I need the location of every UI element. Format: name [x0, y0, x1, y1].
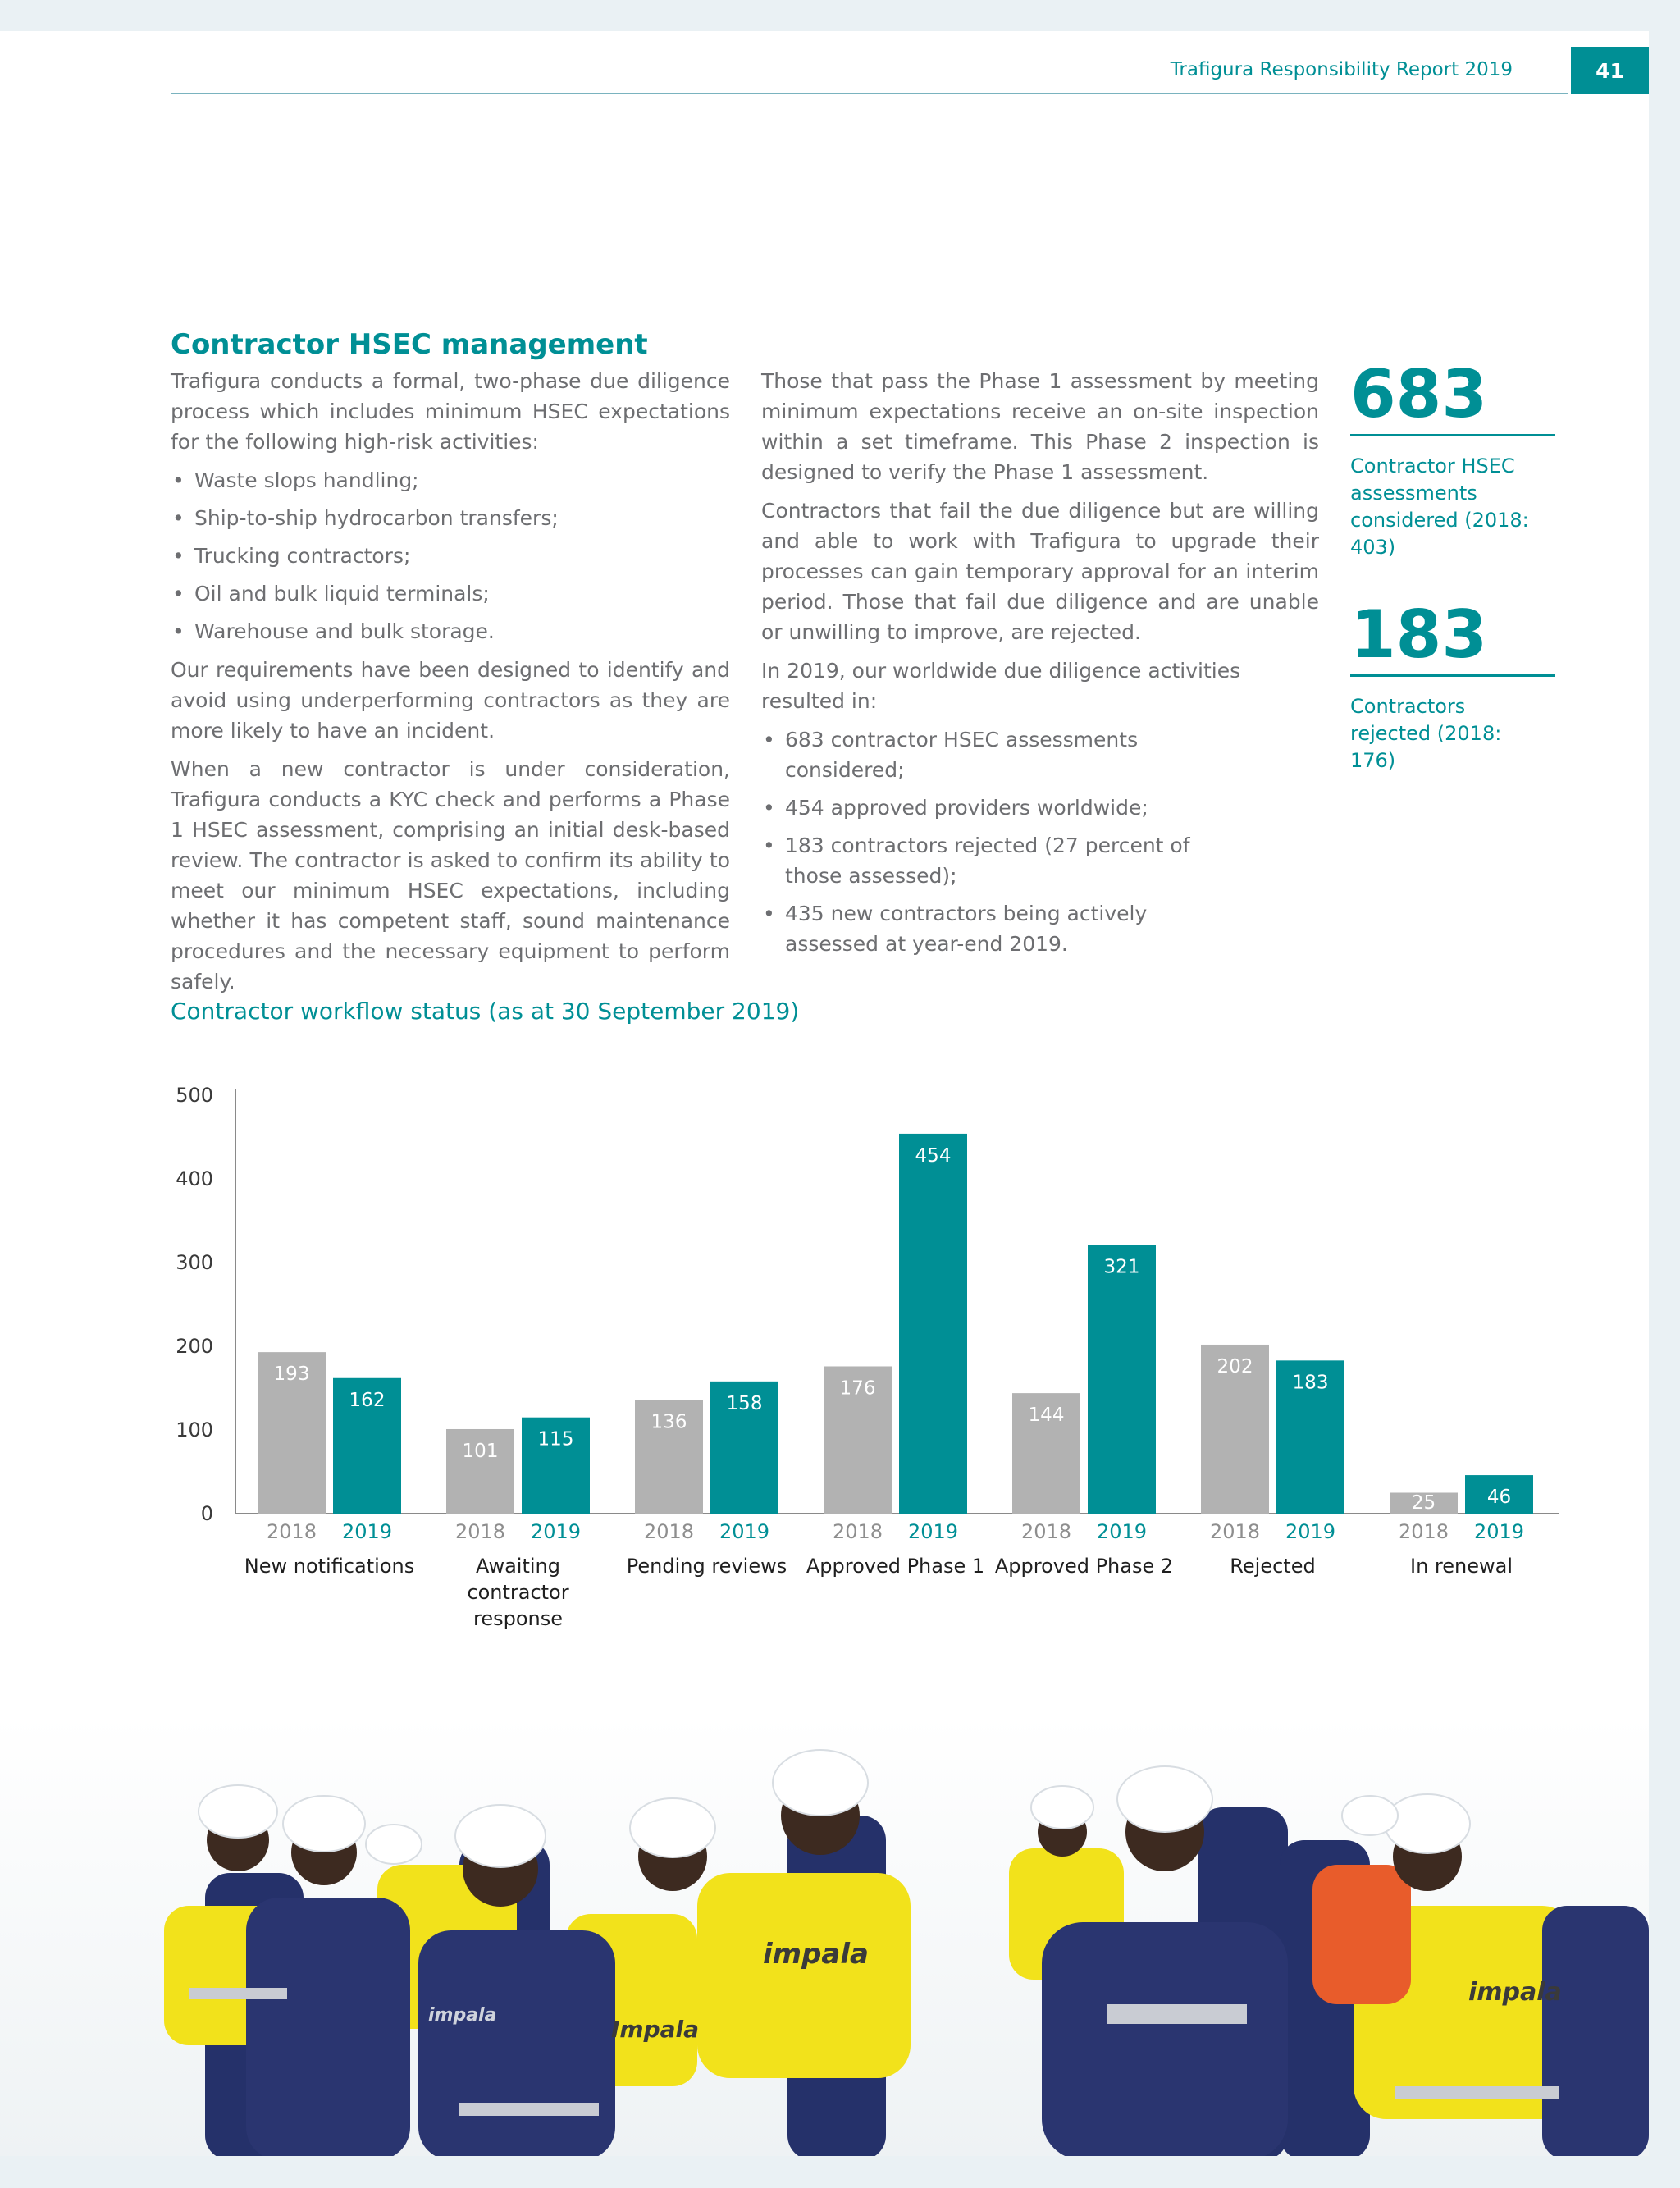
x-tick-label-year: 2019: [907, 1520, 959, 1543]
stat-divider: [1350, 434, 1555, 436]
x-tick-label-year: 2018: [1398, 1520, 1449, 1543]
bar-value-label: 183: [1292, 1372, 1329, 1394]
x-tick-label-year: 2018: [266, 1520, 317, 1543]
category-label: response: [472, 1607, 564, 1630]
list-item: • 183 contractors rejected (27 percent of those assessed);: [761, 830, 1244, 891]
impala-logo: Impala: [611, 2016, 700, 2043]
bar-value-label: 162: [349, 1389, 386, 1411]
high-risk-activities-list: [171, 465, 730, 646]
requirements-paragraph: Our requirements have been designed to identify and avoid using underperforming contractors as they are more likely to have an incident.: [171, 658, 730, 742]
category-label: contractor: [467, 1581, 569, 1604]
stat-divider: [1350, 674, 1555, 677]
text-column-1: [171, 366, 730, 1005]
x-tick-label-year: 2019: [1096, 1520, 1148, 1543]
y-tick-label: 100: [176, 1418, 213, 1441]
report-page: [0, 31, 1649, 2156]
kyc-paragraph: When a new contractor is under consideration, Trafigura conducts a KYC check and performs a Phase 1 HSEC assessment, comprising an initial desk-based review. The contractor is asked to confirm its ability to meet our minimum HSEC expectations, including whether it has competent staff, sound maintenance procedures and the necessary equipment to perform safely.: [171, 757, 730, 994]
impala-logo: impala: [428, 2005, 497, 2026]
x-tick-label-year: 2018: [832, 1520, 883, 1543]
stat-number: 183: [1350, 596, 1487, 673]
bar-value-label: 101: [462, 1440, 499, 1462]
x-tick-label-year: 2018: [1209, 1520, 1261, 1543]
x-tick-label-year: 2019: [341, 1520, 393, 1543]
list-item: • Warehouse and bulk storage.: [171, 616, 730, 646]
section-title: Contractor HSEC management: [171, 328, 648, 361]
list-item: • Oil and bulk liquid terminals;: [171, 578, 730, 609]
list-item: • 683 contractor HSEC assessments considered;: [761, 724, 1244, 785]
y-tick-label: 500: [176, 1084, 213, 1107]
results-list: [761, 724, 1319, 959]
bottom-band: [0, 2156, 1680, 2188]
bar-value-label: 202: [1217, 1355, 1253, 1377]
bar-value-label: 25: [1411, 1492, 1436, 1514]
bar-value-label: 454: [915, 1144, 952, 1167]
stat-label: Contractor HSEC assessments considered (2018: 403): [1350, 455, 1529, 559]
x-tick-label-year: 2018: [454, 1520, 506, 1543]
text-column-2: [761, 366, 1319, 967]
results-intro: In 2019, our worldwide due diligence activities resulted in:: [761, 659, 1241, 713]
stat-label: Contractors rejected (2018: 176): [1350, 695, 1502, 772]
bar-value-label: 115: [537, 1428, 574, 1450]
y-tick-label: 300: [176, 1251, 213, 1274]
y-tick-label: 200: [176, 1335, 213, 1358]
bar-value-label: 176: [839, 1377, 876, 1400]
x-tick-label-year: 2018: [643, 1520, 695, 1543]
header-divider: [171, 93, 1568, 94]
category-label: Awaiting: [476, 1555, 560, 1578]
bar-value-label: 46: [1486, 1487, 1512, 1509]
list-item: • Ship-to-ship hydrocarbon transfers;: [171, 503, 730, 533]
workers-photo: [0, 1717, 1649, 2156]
stat-number: 683: [1350, 356, 1487, 432]
interim-approval-paragraph: Contractors that fail the due diligence but are willing and able to work with Trafigura to upgrade their processes can gain temporary approval for an interim period. Those that fail due diligence and are unable or unwilling to improve, are rejected.: [761, 499, 1319, 644]
phase2-paragraph: Those that pass the Phase 1 assessment by meeting minimum expectations receive an on-site inspection within a set timeframe. This Phase 2 inspection is designed to verify the Phase 1 assessment.: [761, 369, 1319, 484]
bar-2019: [899, 1134, 967, 1514]
category-label: New notifications: [244, 1555, 415, 1578]
list-item: • 454 approved providers worldwide;: [761, 793, 1244, 823]
x-tick-label-year: 2018: [1020, 1520, 1072, 1543]
category-label: Pending reviews: [626, 1555, 788, 1578]
category-label: In renewal: [1409, 1555, 1513, 1578]
impala-logo: impala: [1468, 1978, 1562, 2007]
category-label: Rejected: [1230, 1555, 1316, 1578]
page-number: 41: [1571, 47, 1649, 94]
x-tick-label-year: 2019: [1285, 1520, 1336, 1543]
impala-logo: impala: [763, 1938, 869, 1971]
bar-value-label: 193: [273, 1364, 310, 1386]
bar-value-label: 158: [726, 1392, 763, 1414]
workflow-bar-chart: [148, 1048, 1608, 1639]
list-item: • Waste slops handling;: [171, 465, 730, 496]
x-tick-label-year: 2019: [1473, 1520, 1525, 1543]
x-tick-label-year: 2019: [719, 1520, 770, 1543]
bar-value-label: 321: [1103, 1256, 1140, 1278]
list-item: • Trucking contractors;: [171, 541, 730, 571]
y-tick-label: 0: [200, 1502, 213, 1525]
chart-title: Contractor workflow status (as at 30 September 2019): [171, 998, 800, 1025]
category-label: Approved Phase 2: [994, 1555, 1174, 1578]
bar-value-label: 136: [651, 1411, 687, 1433]
stat-rejected: [1350, 597, 1555, 774]
list-item: • 435 new contractors being actively assessed at year-end 2019.: [761, 898, 1244, 959]
y-tick-label: 400: [176, 1167, 213, 1190]
report-title: Trafigura Responsibility Report 2019: [1170, 59, 1513, 80]
x-tick-label-year: 2019: [530, 1520, 582, 1543]
bar-2019: [1088, 1245, 1156, 1514]
intro-paragraph: Trafigura conducts a formal, two-phase due diligence process which includes minimum HSEC expectations for the following high-risk activities:: [171, 369, 730, 454]
category-label: Approved Phase 1: [806, 1555, 985, 1578]
bar-value-label: 144: [1028, 1405, 1065, 1427]
stat-assessments: [1350, 357, 1555, 561]
